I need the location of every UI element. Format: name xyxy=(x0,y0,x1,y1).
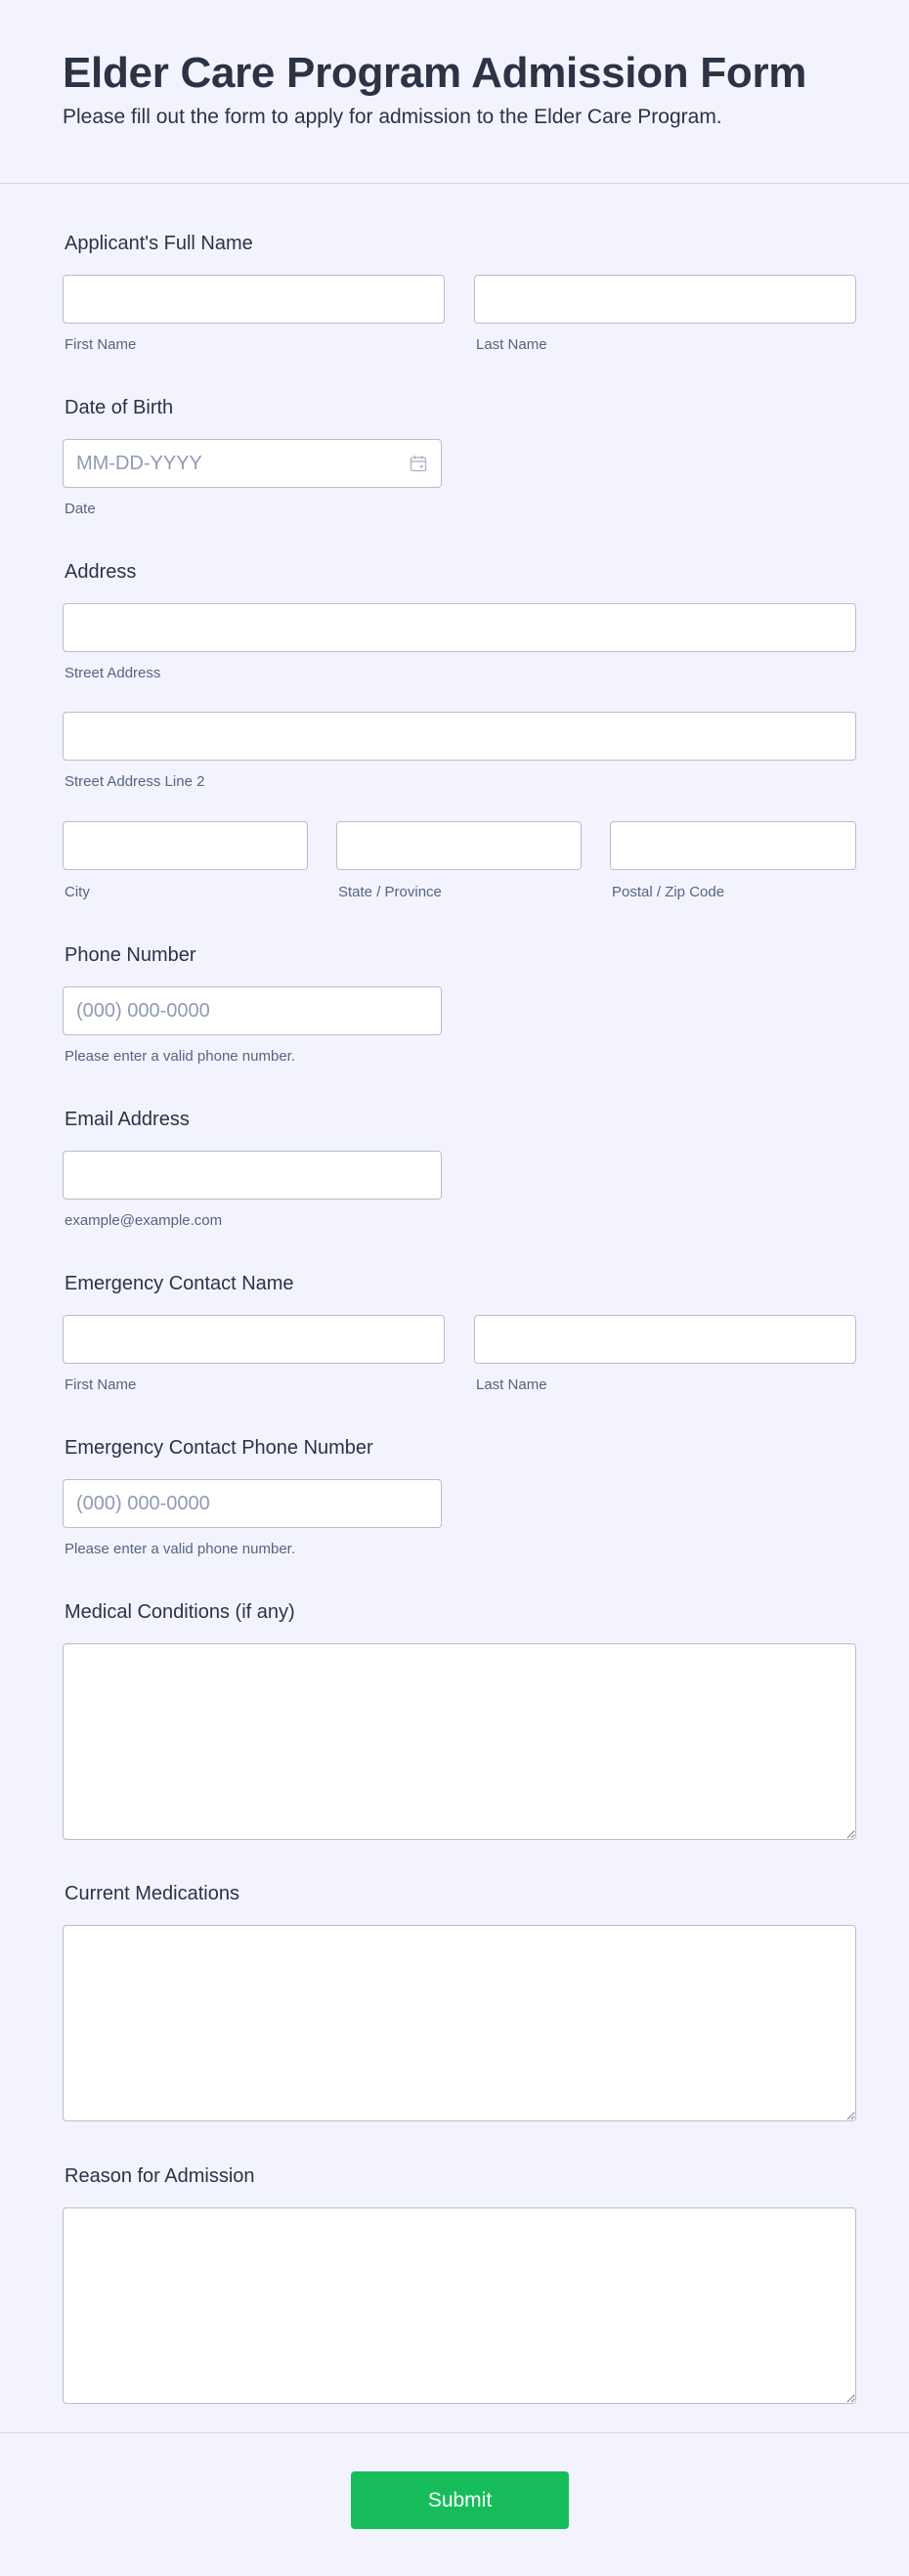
medical-conditions-label: Medical Conditions (if any) xyxy=(65,1601,295,1623)
address-label: Address xyxy=(65,561,137,583)
street-address-line2-sublabel: Street Address Line 2 xyxy=(65,773,205,790)
dob-label: Date of Birth xyxy=(65,397,174,418)
header-divider xyxy=(0,183,909,184)
reason-label: Reason for Admission xyxy=(65,2165,255,2187)
emergency-last-name-input[interactable] xyxy=(474,1315,856,1364)
medical-conditions-textarea[interactable] xyxy=(63,1643,856,1840)
form-title: Elder Care Program Admission Form xyxy=(63,49,807,97)
street-address-input[interactable] xyxy=(63,603,856,652)
state-input[interactable] xyxy=(336,821,582,870)
form-subtitle: Please fill out the form to apply for admission to the Elder Care Program. xyxy=(63,106,722,128)
state-sublabel: State / Province xyxy=(338,884,442,900)
emergency-phone-sublabel: Please enter a valid phone number. xyxy=(65,1541,295,1557)
emergency-last-name-sublabel: Last Name xyxy=(476,1376,547,1393)
emergency-phone-label: Emergency Contact Phone Number xyxy=(65,1437,373,1459)
submit-button[interactable]: Submit xyxy=(351,2471,569,2529)
emergency-first-name-input[interactable] xyxy=(63,1315,445,1364)
applicant-last-name-input[interactable] xyxy=(474,275,856,324)
phone-sublabel: Please enter a valid phone number. xyxy=(65,1048,295,1065)
dob-sublabel: Date xyxy=(65,501,96,517)
applicant-name-label: Applicant's Full Name xyxy=(65,233,253,254)
applicant-first-name-sublabel: First Name xyxy=(65,336,137,353)
emergency-name-label: Emergency Contact Name xyxy=(65,1273,294,1294)
calendar-icon[interactable] xyxy=(410,455,427,472)
footer-divider xyxy=(0,2432,909,2433)
medications-label: Current Medications xyxy=(65,1883,239,1904)
city-sublabel: City xyxy=(65,884,90,900)
applicant-first-name-input[interactable] xyxy=(63,275,445,324)
emergency-first-name-sublabel: First Name xyxy=(65,1376,137,1393)
medications-textarea[interactable] xyxy=(63,1925,856,2121)
phone-input[interactable] xyxy=(63,986,442,1035)
emergency-phone-input[interactable] xyxy=(63,1479,442,1528)
phone-label: Phone Number xyxy=(65,944,196,966)
zip-input[interactable] xyxy=(610,821,856,870)
email-sublabel: example@example.com xyxy=(65,1212,223,1229)
street-address-sublabel: Street Address xyxy=(65,665,161,681)
dob-input[interactable] xyxy=(63,439,442,488)
email-input[interactable] xyxy=(63,1151,442,1200)
reason-textarea[interactable] xyxy=(63,2207,856,2404)
street-address-line2-input[interactable] xyxy=(63,712,856,761)
city-input[interactable] xyxy=(63,821,308,870)
applicant-last-name-sublabel: Last Name xyxy=(476,336,547,353)
zip-sublabel: Postal / Zip Code xyxy=(612,884,725,900)
email-label: Email Address xyxy=(65,1109,190,1130)
form-header xyxy=(0,0,909,184)
